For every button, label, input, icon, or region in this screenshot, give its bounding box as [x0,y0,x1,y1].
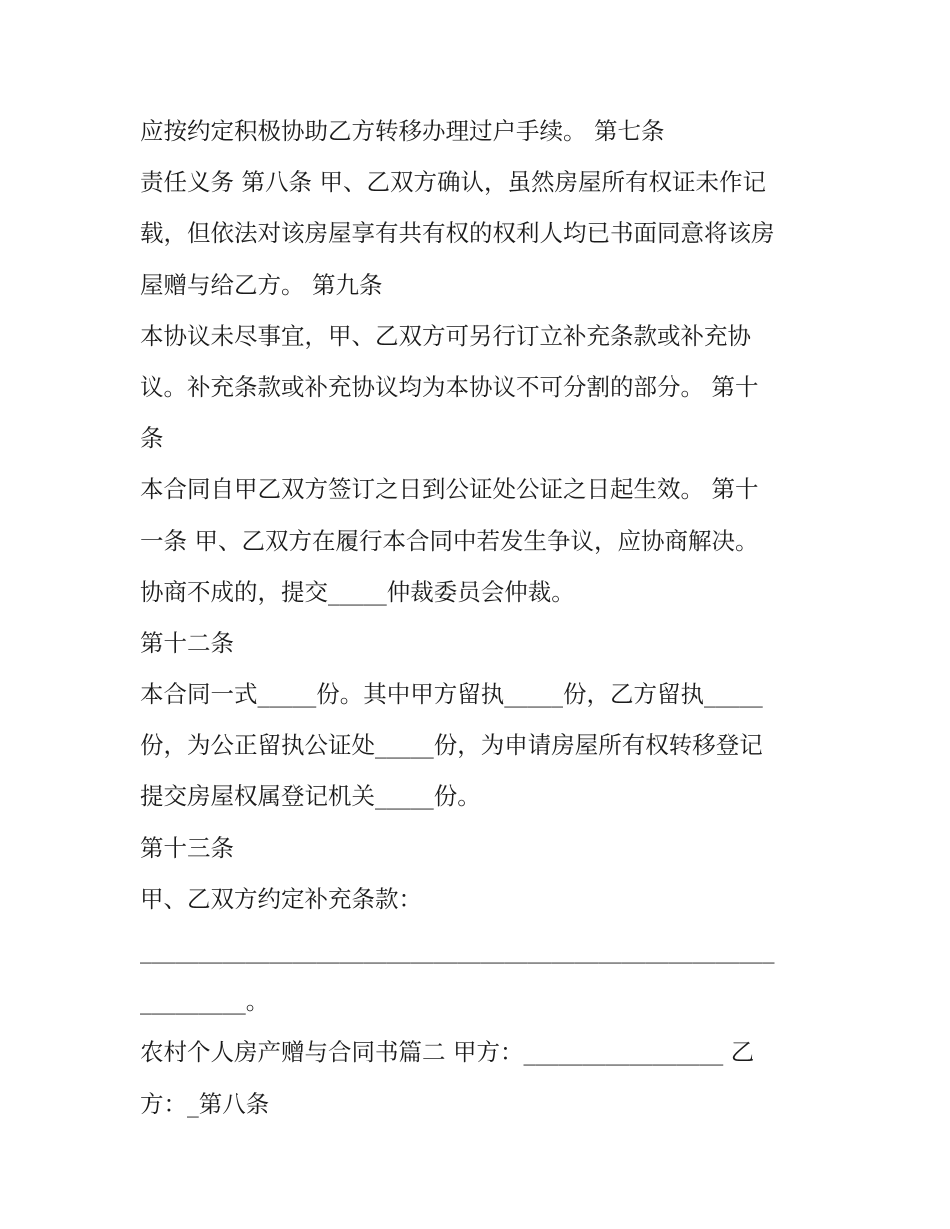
text-line: 屋赠与给乙方。 第九条 [140,270,383,299]
document-body [140,106,820,1130]
text-line: 本协议未尽事宜，甲、乙双方可另行订立补充条款或补充协 [140,321,751,350]
text-line: 方：_第八条 [140,1089,270,1118]
text-line: 条 [140,424,164,453]
text-line: 农村个人房产赠与合同书篇二 甲方：_________________ 乙 [140,1038,755,1067]
blank-fill-line: ______________________________________________________ [140,936,775,964]
text-line: 协商不成的，提交_____仲裁委员会仲裁。 [140,577,575,606]
section-heading: 第十二条 [140,628,234,657]
text-line: 提交房屋权属登记机关_____份。 [140,782,481,811]
text-line: 一条 甲、乙双方在履行本合同中若发生争议，应协商解决。 [140,526,759,555]
text-line: 本合同自甲乙双方签订之日到公证处公证之日起生效。 第十 [140,475,759,504]
text-line: 应按约定积极协助乙方转移办理过户手续。 第七条 [140,117,665,145]
text-line: 份，为公正留执公证处_____份，为申请房屋所有权转移登记 [140,731,763,760]
text-line: 责任义务 第八条 甲、乙双方确认，虽然房屋所有权证未作记 [140,168,766,197]
text-line: 甲、乙双方约定补充条款： [140,884,422,913]
text-line: 议。补充条款或补充协议均为本协议不可分割的部分。 第十 [140,372,759,401]
text-line: 本合同一式_____份。其中甲方留执_____份，乙方留执_____ [140,680,763,709]
text-line: 载，但依法对该房屋享有共有权的权利人均已书面同意将该房 [140,219,775,248]
section-heading: 第十三条 [140,833,234,862]
blank-fill-line: _________。 [140,987,270,1016]
